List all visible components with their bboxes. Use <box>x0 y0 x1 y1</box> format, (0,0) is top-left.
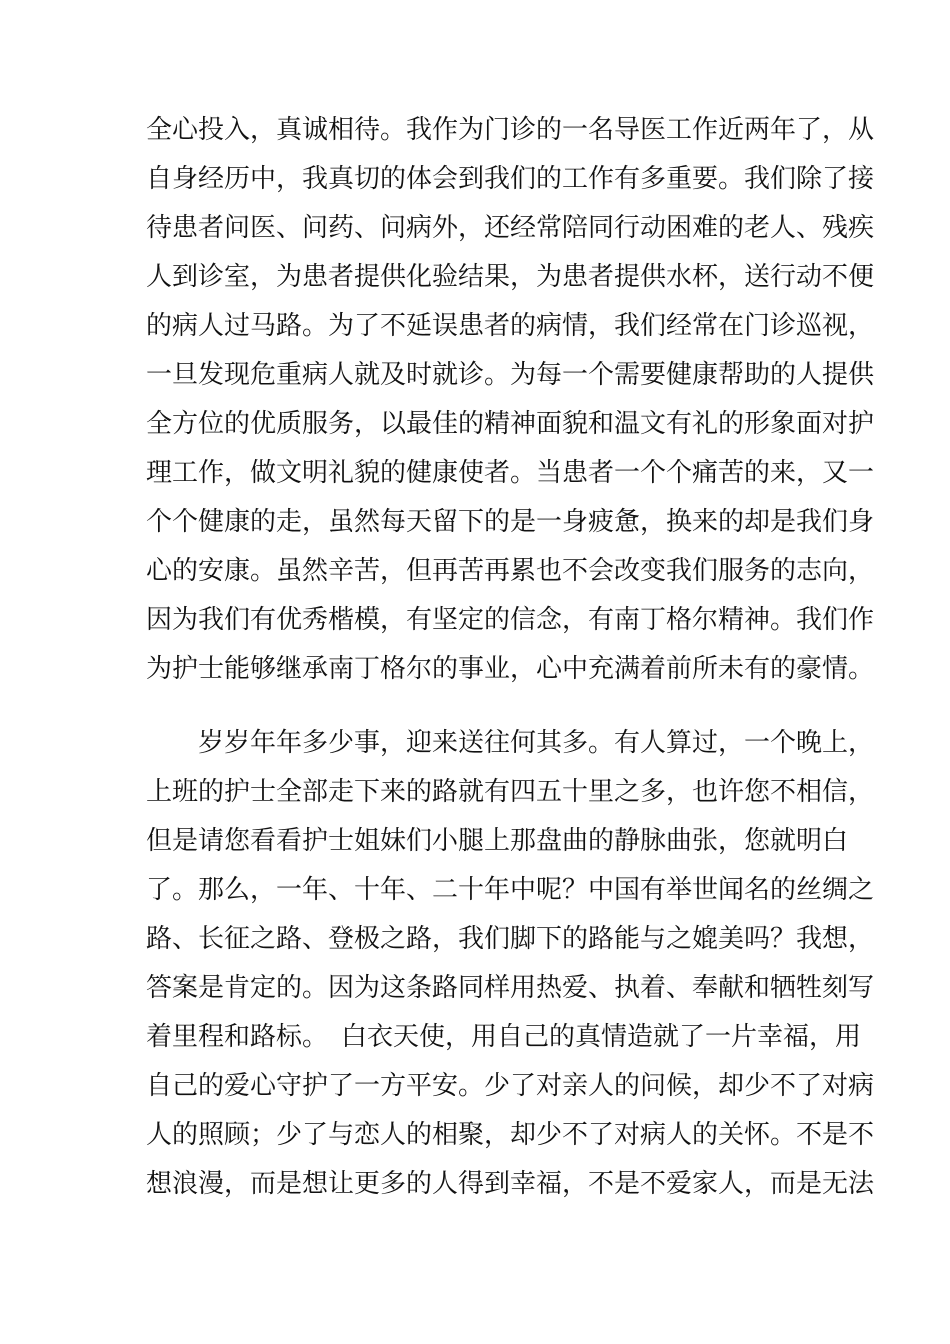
text-line: 想浪漫，而是想让更多的人得到幸福，不是不爱家人，而是无法 <box>146 1169 875 1199</box>
text-line: 但是请您看看护士姐妹们小腿上那盘曲的静脉曲张，您就明白 <box>146 826 849 856</box>
text-line: 全方位的优质服务，以最佳的精神面貌和温文有礼的形象面对护 <box>146 409 875 439</box>
text-line: 全心投入，真诚相待。我作为门诊的一名导医工作近两年了，从 <box>146 115 875 145</box>
text-line: 上班的护士全部走下来的路就有四五十里之多，也许您不相信， <box>146 777 875 807</box>
text-line: 答案是肯定的。因为这条路同样用热爱、执着、奉献和牺牲刻写 <box>146 973 875 1003</box>
text-line: 为护士能够继承南丁格尔的事业，心中充满着前所未有的豪情。 <box>146 654 875 684</box>
text-line: 因为我们有优秀楷模，有坚定的信念，有南丁格尔精神。我们作 <box>146 605 875 635</box>
text-line: 个个健康的走，虽然每天留下的是一身疲惫，换来的却是我们身 <box>146 507 875 537</box>
text-line: 人到诊室，为患者提供化验结果，为患者提供水杯，送行动不便 <box>146 262 875 292</box>
text-line: 理工作，做文明礼貌的健康使者。当患者一个个痛苦的来，又一 <box>146 458 875 488</box>
text-line: 一旦发现危重病人就及时就诊。为每一个需要健康帮助的人提供 <box>146 360 875 390</box>
text-line: 着里程和路标。 白衣天使，用自己的真情造就了一片幸福，用 <box>146 1022 862 1052</box>
text-line: 了。那么，一年、十年、二十年中呢？中国有举世闻名的丝绸之 <box>146 875 875 905</box>
text-line: 路、长征之路、登极之路，我们脚下的路能与之媲美吗？我想， <box>146 924 875 954</box>
text-line: 待患者问医、问药、问病外，还经常陪同行动困难的老人、残疾 <box>146 213 875 243</box>
text-line: 心的安康。虽然辛苦，但再苦再累也不会改变我们服务的志向， <box>146 556 875 586</box>
text-line: 的病人过马路。为了不延误患者的病情，我们经常在门诊巡视， <box>146 311 875 341</box>
text-line: 自己的爱心守护了一方平安。少了对亲人的问候，却少不了对病 <box>146 1071 875 1101</box>
text-line: 自身经历中，我真切的体会到我们的工作有多重要。我们除了接 <box>146 164 875 194</box>
paragraph-2 <box>146 719 875 1209</box>
text-line: 人的照顾；少了与恋人的相聚，却少不了对病人的关怀。不是不 <box>146 1120 875 1150</box>
paragraph-1 <box>146 106 875 694</box>
text-line: 岁岁年年多少事，迎来送往何其多。有人算过，一个晚上， <box>146 728 875 758</box>
